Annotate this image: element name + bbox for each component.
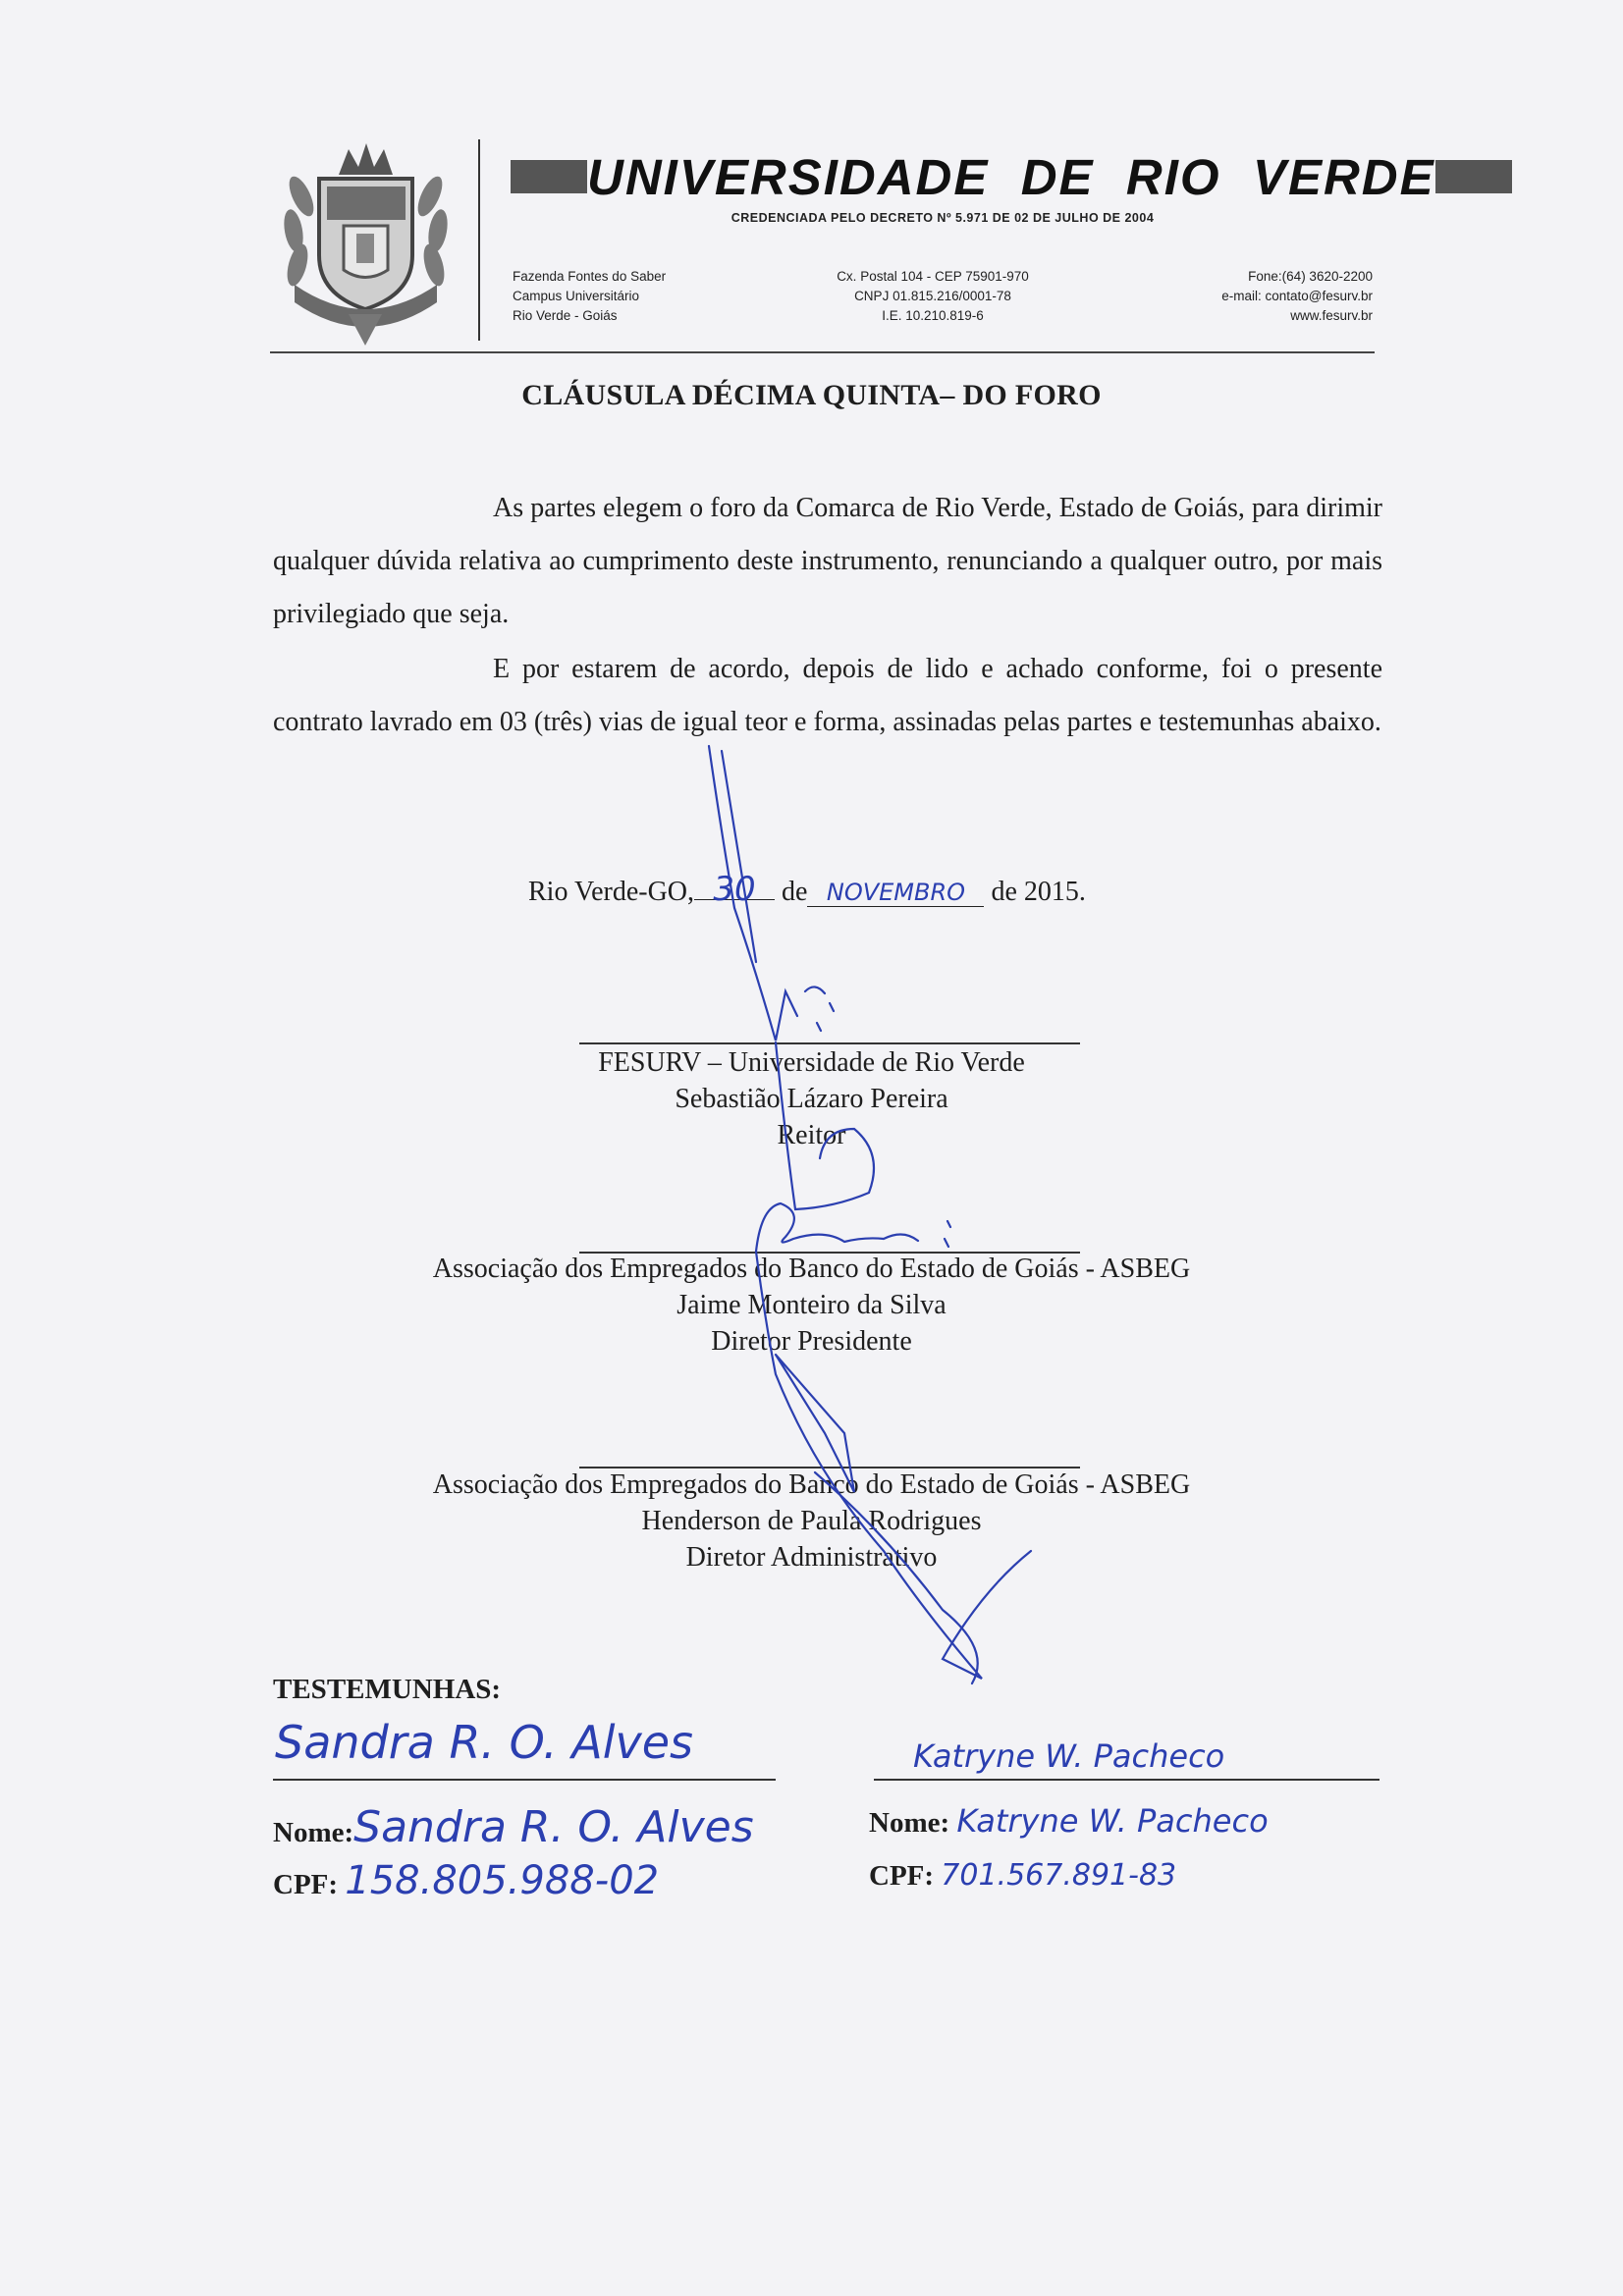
signatory-org: Associação dos Empregados do Banco do Estado de Goiás - ASBEG	[432, 1254, 1191, 1284]
witnesses-label: TESTEMUNHAS:	[273, 1674, 502, 1705]
witness-right-signature: Katryne W. Pacheco	[913, 1737, 1225, 1775]
address-line: Fazenda Fontes do Saber	[513, 269, 667, 284]
signatory-name: Henderson de Paula Rodrigues	[641, 1506, 982, 1536]
date-suffix: de 2015.	[991, 877, 1086, 907]
witness-right-name-row	[869, 1802, 1269, 1840]
university-name: UNIVERSIDADE DE RIO VERDE	[587, 148, 1435, 205]
signatory-role: Diretor Administrativo	[685, 1542, 938, 1573]
witness-left-cpf: 158.805.988-02	[345, 1858, 660, 1903]
witness-left-name: Sandra R. O. Alves	[353, 1802, 754, 1852]
signatory-name: Jaime Monteiro da Silva	[676, 1290, 947, 1320]
date-de: de	[782, 877, 808, 907]
registry-line: Cx. Postal 104 - CEP 75901-970	[837, 269, 1029, 284]
address-line: Rio Verde - Goiás	[513, 308, 618, 323]
signatory-org: Associação dos Empregados do Banco do Estado de Goiás - ASBEG	[432, 1469, 1191, 1500]
address-line: Campus Universitário	[513, 289, 640, 303]
paragraph-forum: As partes elegem o foro da Comarca de Rio Verde, Estado de Goiás, para dirimir qualquer dúvida relativa ao cumprimento deste instrumento, renunciando a qualquer outro, por mais privilegiado que seja.	[273, 493, 1382, 629]
contact-website: www.fesurv.br	[1290, 308, 1373, 323]
contact-email: e-mail: contato@fesurv.br	[1221, 289, 1373, 303]
month-handwritten: NOVEMBRO	[826, 879, 966, 906]
registry-line: CNPJ 01.815.216/0001-78	[854, 289, 1011, 303]
signature-stroke-3	[776, 1042, 874, 1209]
witness-signature-line	[273, 1779, 776, 1781]
date-city: Rio Verde-GO,	[528, 877, 695, 907]
day-handwritten: 30	[713, 870, 756, 909]
witness-left-signature: Sandra R. O. Alves	[275, 1716, 693, 1769]
witness-left-name-row	[273, 1802, 754, 1852]
signature-stroke-5	[756, 1252, 1031, 1679]
cpf-label: CPF:	[869, 1860, 935, 1892]
registry-line: I.E. 10.210.819-6	[882, 308, 984, 323]
signatory-name: Sebastião Lázaro Pereira	[675, 1084, 948, 1114]
signatory-role: Diretor Presidente	[711, 1326, 912, 1357]
signatory-org: FESURV – Universidade de Rio Verde	[598, 1047, 1025, 1078]
witness-right-cpf-row	[869, 1858, 1176, 1893]
nome-label: Nome:	[273, 1817, 354, 1848]
signature-stroke-7	[815, 1472, 978, 1683]
clause-title: CLÁUSULA DÉCIMA QUINTA– DO FORO	[521, 379, 1102, 411]
witness-right-name: Katryne W. Pacheco	[956, 1802, 1269, 1840]
witness-signature-line	[874, 1779, 1380, 1781]
contact-phone: Fone:(64) 3620-2200	[1248, 269, 1373, 284]
cpf-label: CPF:	[273, 1869, 339, 1900]
witness-left-cpf-row	[273, 1858, 659, 1903]
signatory-role: Reitor	[777, 1120, 846, 1150]
witness-right-cpf: 701.567.891-83	[941, 1858, 1177, 1893]
credential-line: CREDENCIADA PELO DECRETO Nº 5.971 DE 02 DE JULHO DE 2004	[730, 211, 1155, 225]
nome-label: Nome:	[869, 1807, 950, 1839]
paragraph-agreement: E por estarem de acordo, depois de lido e achado conforme, foi o presente contrato lavrado em 03 (três) vias de igual teor e forma, assinadas pelas partes e testemunhas abaixo.	[273, 654, 1382, 737]
signature-stroke-4	[756, 1203, 950, 1252]
